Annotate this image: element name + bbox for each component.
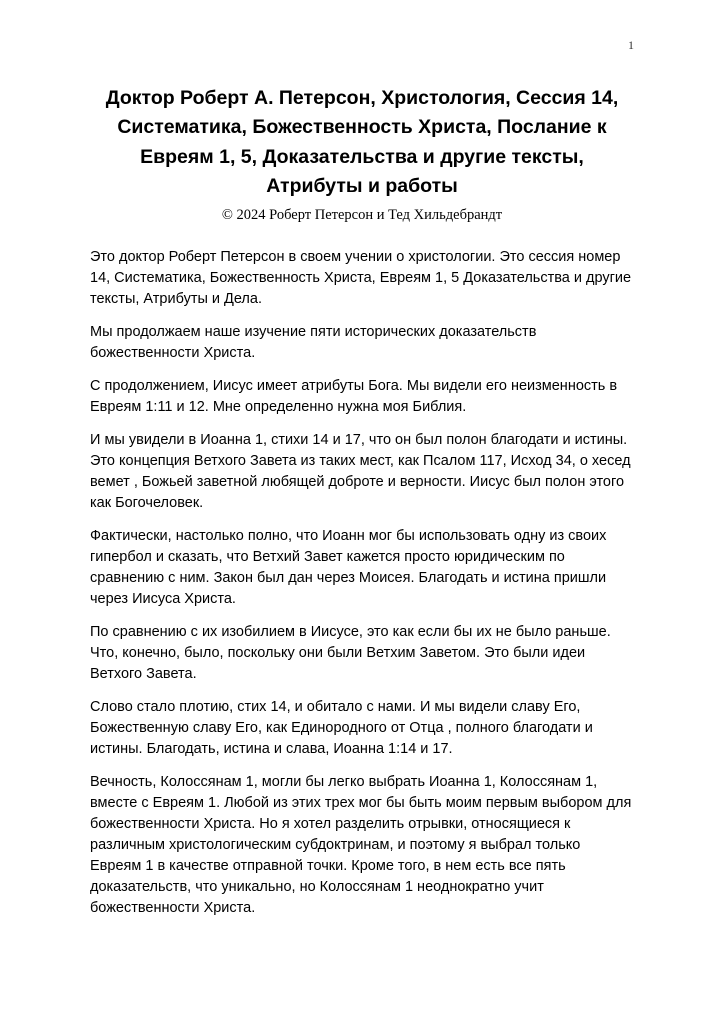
paragraph: Вечность, Колоссянам 1, могли бы легко выбрать Иоанна 1, Колоссянам 1, вместе с Евреям 1. Любой из этих трех мог бы быть моим первым выбором для божественности Христа. Но я хотел разделить отрывки, относящиеся к различным христологическим субдоктринам, и поэтому я выбрал только Евреям 1 в качестве отправной точки. Кроме того, в нем есть все пять доказательств, что уникально, но Колоссянам 1 неоднократно учит божественности Христа. — [90, 774, 632, 917]
paragraph: Фактически, настолько полно, что Иоанн мог бы использовать одну из своих гипербол и сказать, что Ветхий Завет кажется просто юридическим по сравнению с ним. Закон был дан через Моисея. Благодать и истина пришли через Иисуса Христа. — [90, 528, 607, 608]
paragraph: Мы продолжаем наше изучение пяти исторических доказательств божественности Христа. — [90, 324, 537, 362]
document-title-line-1: Доктор Роберт А. Петерсон, Христология, Сессия 14, — [105, 87, 619, 109]
page-content — [90, 38, 634, 931]
paragraph: И мы увидели в Иоанна 1, стихи 14 и 17, что он был полон благодати и истины. Это концепция Ветхого Завета из таких мест, как Псалом 117, Исход 34, о хесед вемет , Божьей заветной любящей доброте и верности. Иисус был полон этого как Богочеловек. — [90, 432, 631, 512]
page-number: 1 — [628, 38, 634, 52]
paragraph: Это доктор Роберт Петерсон в своем учении о христологии. Это сессия номер 14, Систематика, Божественность Христа, Евреям 1, 5 Доказательства и другие тексты, Атрибуты и Дела. — [90, 249, 632, 308]
document-title — [90, 84, 634, 201]
copyright-line: © 2024 Роберт Петерсон и Тед Хильдебрандт — [221, 207, 503, 223]
paragraph: С продолжением, Иисус имеет атрибуты Бога. Мы видели его неизменность в Евреям 1:11 и 12. Мне определенно нужна моя Библия. — [90, 378, 618, 416]
document-body — [90, 247, 634, 919]
paragraph: По сравнению с их изобилием в Иисусе, это как если бы их не было раньше. Что, конечно, было, поскольку они были Ветхим Заветом. Это были идеи Ветхого Завета. — [90, 624, 611, 683]
document-title-line-2: Систематика, Божественность Христа, Послание к Евреям 1, 5, Доказательства и другие тексты, Атрибуты и работы — [117, 116, 607, 197]
paragraph: Слово стало плотию, стих 14, и обитало с нами. И мы видели славу Его, Божественную славу Его, как Единородного от Отца , полного благодати и истины. Благодать, истина и слава, Иоанна 1:14 и 17. — [90, 699, 593, 758]
